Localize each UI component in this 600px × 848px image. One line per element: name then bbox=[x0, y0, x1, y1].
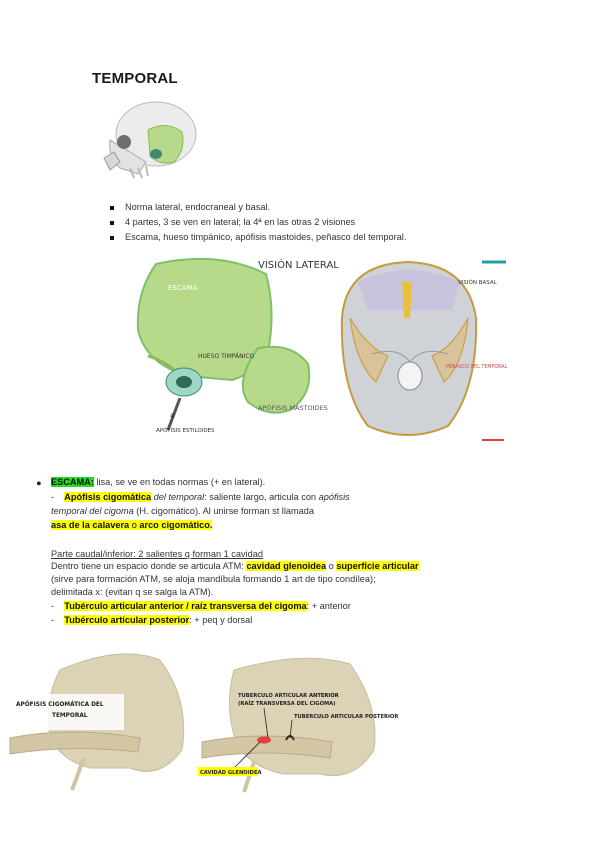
apofisis-cigomatica-figure bbox=[10, 640, 200, 800]
arco-line: asa de la calavera o arco cigomático. bbox=[51, 520, 213, 530]
tuberculos-articulares-figure bbox=[194, 650, 399, 800]
raiz-transversa-fig-label: (RAÍZ TRANSVERSA DEL CIGOMA) bbox=[238, 701, 336, 707]
skull-thumbnail-image bbox=[90, 92, 200, 182]
tuberculo-anterior-fig-label: TUBERCULO ARTICULAR ANTERIOR bbox=[238, 693, 339, 699]
tuberculo-posterior-line: - Tubérculo articular posterior: + peq y dorsal bbox=[51, 615, 253, 625]
temporal-basal-figure bbox=[328, 258, 508, 444]
tuberculo-posterior-fig-label: TUBERCULO ARTICULAR POSTERIOR bbox=[294, 714, 399, 720]
bullet-item: Norma lateral, endocraneal y basal. bbox=[108, 200, 406, 215]
page-title: TEMPORAL bbox=[92, 70, 178, 87]
temporal-fig-label: TEMPORAL bbox=[52, 713, 88, 719]
tuberculo-posterior-term: Tubérculo articular posterior bbox=[64, 615, 190, 625]
vision-lateral-label: VISIÓN LATERAL bbox=[258, 260, 339, 271]
apofisis-mastoides-label: APÓFISIS MASTOIDES bbox=[258, 404, 328, 412]
escama-line: ESCAMA: lisa, se ve en todas normas (+ en lateral). bbox=[51, 477, 266, 487]
apofisis-estiloides-label: APÓFISIS ESTILOIDES bbox=[156, 428, 215, 434]
delimitada-line: delimitada x: (evitan q se salga la ATM). bbox=[51, 587, 214, 597]
number-label: 4 bbox=[170, 412, 175, 420]
cavidad-glenoidea-term: cavidad glenoidea bbox=[246, 561, 327, 571]
bullet-item: 4 partes, 3 se ven en lateral; la 4ª en las otras 2 visiones bbox=[108, 215, 406, 230]
tuberculo-anterior-term: Tubérculo articular anterior / raíz transversa del cigoma bbox=[64, 601, 307, 611]
hueso-timpanico-label: HUESO TIMPÁNICO bbox=[198, 353, 255, 360]
summary-bullet-list bbox=[108, 200, 406, 245]
apofisis-line: - Apófisis cigomática del temporal: saliente largo, articula con apófisis bbox=[51, 492, 350, 502]
escama-label: ESCAMA bbox=[168, 284, 198, 292]
superficie-articular-term: superficie articular bbox=[336, 561, 419, 571]
cavidad-glenoidea-fig-label: CAVIDAD GLENOIDEA bbox=[200, 770, 262, 776]
bullet-item: Escama, hueso timpánico, apófisis mastoides, peñasco del temporal. bbox=[108, 230, 406, 245]
asa-calavera-term: asa de la calavera bbox=[51, 520, 130, 530]
dentro-line: Dentro tiene un espacio donde se articula ATM: cavidad glenoidea o superficie articular bbox=[51, 561, 419, 571]
penasco-label: PEÑASCO DEL TEMPORAL bbox=[446, 365, 508, 370]
vision-basal-label: VISIÓN BASAL bbox=[458, 280, 497, 286]
parte-caudal-heading: Parte caudal/inferior: 2 salientes q forman 1 cavidad bbox=[51, 549, 263, 559]
tuberculo-anterior-line: - Tubérculo articular anterior / raíz transversa del cigoma: + anterior bbox=[51, 601, 351, 611]
sirve-line: (sirve para formación ATM, se aloja mandíbula formando 1 art de tipo condílea); bbox=[51, 574, 376, 584]
escama-term: ESCAMA: bbox=[51, 477, 94, 487]
arco-cigomatico-term: arco cigomático. bbox=[139, 520, 213, 530]
cigoma-line: temporal del cigoma (H. cigomático). Al unirse forman st llamada bbox=[51, 506, 314, 516]
escama-bullet-dot: ● bbox=[36, 478, 42, 488]
apofisis-cigomatica-label: APÓFISIS CIGOMÁTICA DEL bbox=[16, 702, 104, 708]
apofisis-cigomatica-term: Apófisis cigomática bbox=[64, 492, 152, 502]
temporal-lateral-figure bbox=[108, 252, 339, 442]
